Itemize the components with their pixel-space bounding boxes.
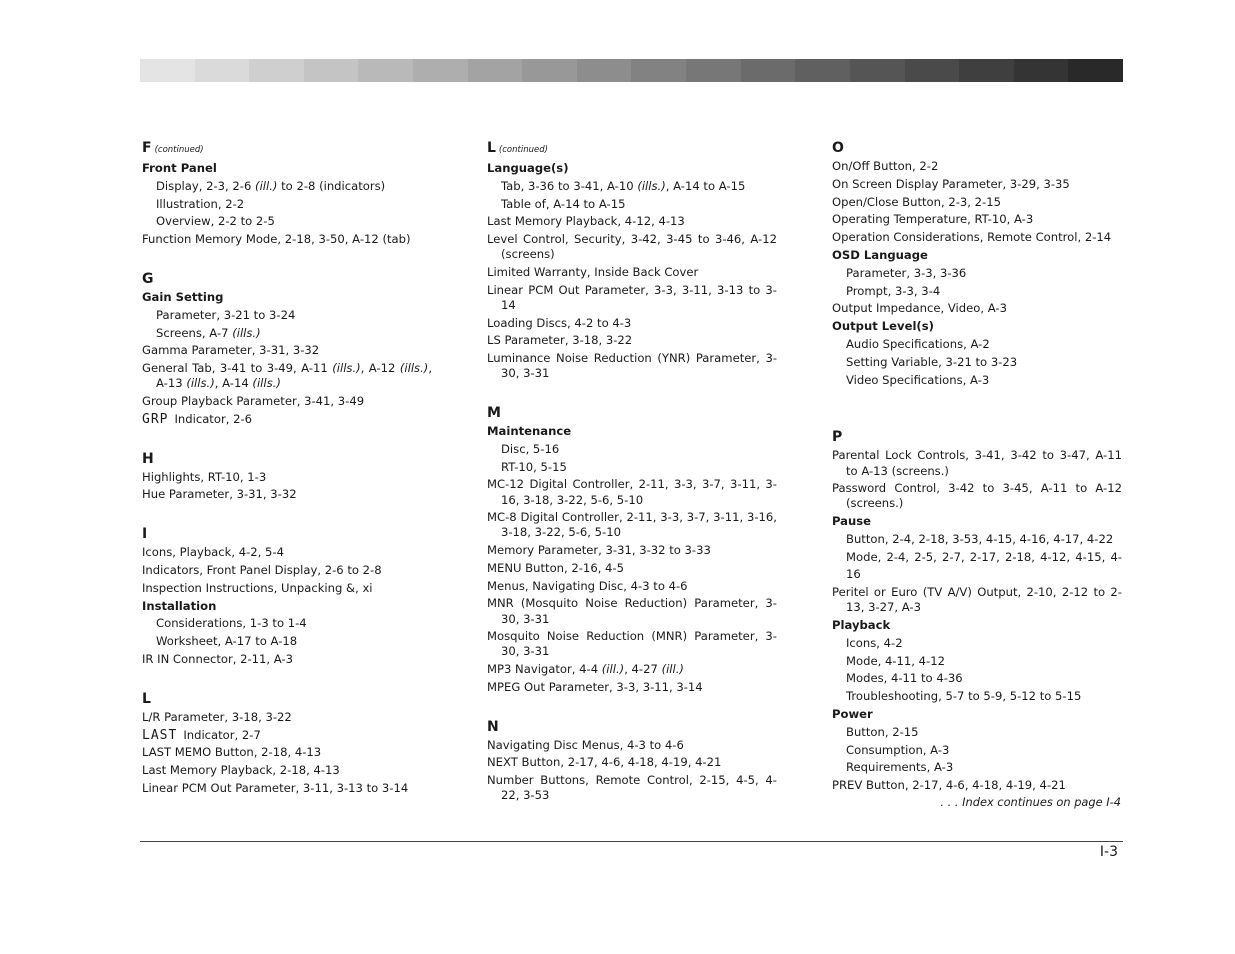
entry-text: Hue Parameter, 3-31, 3-32 (142, 487, 297, 502)
section-letter-text: L (487, 140, 496, 156)
index-entry (142, 744, 432, 762)
entry-text: Navigating Disc Menus, 4-3 to 4-6 (487, 737, 684, 752)
index-subentry (501, 441, 777, 459)
entry-text: , 4-27 (624, 661, 662, 676)
index-entry (832, 211, 1122, 229)
entry-text: IR IN Connector, 2-11, A-3 (142, 651, 294, 666)
illustration-note: (ill.) (601, 661, 625, 676)
gradient-segment (686, 59, 741, 82)
entry-text: Gain Setting (142, 289, 224, 304)
gradient-segment (304, 59, 359, 82)
entry-text: Video Specifications, A-3 (846, 372, 990, 387)
entry-text: Mosquito Noise Reduction (MNR) Parameter, 3-30, 3-31 (487, 629, 777, 659)
index-entry (832, 300, 1122, 318)
entry-text: Table of, A-14 to A-15 (501, 196, 626, 211)
index-entry (142, 393, 432, 411)
entry-text: L/R Parameter, 3-18, 3-22 (142, 709, 292, 724)
index-entry (142, 544, 432, 562)
entry-text: Gamma Parameter, 3-31, 3-32 (142, 343, 320, 358)
index-subentry (156, 213, 432, 231)
entry-text: Setting Variable, 3-21 to 3-23 (846, 354, 1018, 369)
index-entry (487, 315, 777, 333)
gradient-segment (850, 59, 905, 82)
index-entry (832, 176, 1122, 194)
entry-text: Loading Discs, 4-2 to 4-3 (487, 315, 632, 330)
index-entry (487, 350, 777, 383)
section-letter (487, 138, 777, 160)
lcd-indicator-glyph: LAST (142, 727, 178, 743)
entry-text: , A-12 (360, 361, 400, 376)
entry-text: , A-13 (156, 361, 432, 391)
index-entry (487, 578, 777, 596)
section-spacer (832, 389, 1122, 407)
index-subentry (156, 178, 432, 196)
section-letter (142, 269, 432, 289)
index-heading (832, 318, 1122, 336)
entry-text: On/Off Button, 2-2 (832, 159, 939, 173)
header-gradient-bar (140, 59, 1123, 82)
lcd-indicator-glyph: GRP (142, 411, 169, 427)
footer-divider (140, 841, 1123, 842)
gradient-segment (905, 59, 960, 82)
section-letter-text: M (487, 404, 501, 421)
entry-text: Linear PCM Out Parameter, 3-11, 3-13 to 3-14 (142, 780, 409, 795)
entry-text: Parental Lock Controls, 3-41, 3-42 to 3-47, A-11 to A-13 (screens.) (832, 448, 1122, 478)
entry-text: Modes, 4-11 to 4-36 (846, 671, 963, 686)
entry-text: Pause (832, 513, 872, 528)
entry-text: Installation (142, 598, 217, 613)
gradient-segment (413, 59, 468, 82)
entry-text: Group Playback Parameter, 3-41, 3-49 (142, 393, 365, 408)
entry-text: Playback (832, 617, 891, 632)
index-entry (487, 737, 777, 755)
entry-text: Memory Parameter, 3-31, 3-32 to 3-33 (487, 542, 711, 557)
entry-text: Worksheet, A-17 to A-18 (156, 634, 298, 649)
entry-text: Luminance Noise Reduction (YNR) Parameter, 3-30, 3-31 (487, 351, 777, 381)
entry-text: Front Panel (142, 161, 217, 175)
entry-text: Disc, 5-16 (501, 441, 560, 456)
index-entry (487, 679, 777, 697)
index-entry (142, 486, 432, 504)
entry-text: , A-14 to A-15 (665, 178, 746, 193)
entry-text: MP3 Navigator, 4-4 (487, 661, 602, 676)
entry-text: Last Memory Playback, 4-12, 4-13 (487, 214, 685, 229)
index-entry (487, 509, 777, 542)
index-entry (142, 562, 432, 580)
section-letter (487, 403, 777, 423)
index-heading (142, 598, 432, 616)
index-entry (487, 560, 777, 578)
entry-text: Output Level(s) (832, 319, 934, 334)
index-entry (487, 628, 777, 661)
index-heading (142, 289, 432, 307)
entry-text: Tab, 3-36 to 3-41, A-10 (501, 178, 638, 193)
section-letter-text: N (487, 718, 499, 735)
section-letter (832, 138, 1122, 158)
entry-text: MC-8 Digital Controller, 2-11, 3-3, 3-7, 3-11, 3-16, 3-18, 3-22, 5-6, 5-10 (487, 510, 777, 540)
entry-text: Icons, 4-2 (846, 635, 903, 650)
index-heading (487, 423, 777, 441)
section-letter (142, 449, 432, 469)
entry-text: Last Memory Playback, 2-18, 4-13 (142, 763, 340, 778)
entry-text: Display, 2-3, 2-6 (156, 178, 256, 193)
entry-text: Troubleshooting, 5-7 to 5-9, 5-12 to 5-15 (846, 689, 1082, 704)
section-letter (832, 427, 1122, 447)
entry-text: Power (832, 706, 873, 721)
entry-text: Limited Warranty, Inside Back Cover (487, 264, 699, 279)
section-letter-text: I (142, 526, 148, 543)
entry-text: Indicator, 2-6 (174, 411, 253, 426)
entry-text: Operating Temperature, RT-10, A-3 (832, 212, 1034, 227)
entry-text: to 2-8 (indicators) (277, 178, 386, 193)
index-heading (142, 160, 432, 178)
entry-text: LS Parameter, 3-18, 3-22 (487, 333, 633, 348)
entry-text: Icons, Playback, 4-2, 5-4 (142, 545, 284, 560)
entry-text: Consumption, A-3 (846, 742, 950, 757)
index-heading (832, 513, 1122, 531)
entry-text: MPEG Out Parameter, 3-3, 3-11, 3-14 (487, 679, 703, 694)
index-entry (142, 360, 432, 393)
entry-text: RT-10, 5-15 (501, 459, 567, 474)
index-entry (142, 709, 432, 727)
index-subentry (846, 265, 1122, 283)
gradient-segment (522, 59, 577, 82)
index-entry (832, 158, 1122, 176)
index-subentry (156, 307, 432, 325)
entry-text: Screens, A-7 (156, 325, 233, 340)
index-entry (142, 580, 432, 598)
entry-text: Mode, 2-4, 2-5, 2-7, 2-17, 2-18, 4-12, 4-15, 4-16 (846, 549, 1122, 582)
section-letter-text: G (142, 270, 154, 287)
entry-text: Output Impedance, Video, A-3 (832, 301, 1007, 316)
index-subentry (846, 724, 1122, 742)
index-entry (487, 476, 777, 509)
section-letter-text: F (142, 140, 152, 156)
gradient-segment (358, 59, 413, 82)
index-subentry (846, 283, 1122, 301)
index-subentry (846, 653, 1122, 671)
entry-text: Considerations, 1-3 to 1-4 (156, 616, 307, 631)
index-entry (832, 777, 1122, 795)
illustration-note: (ill.) (255, 178, 278, 193)
index-entry (832, 229, 1122, 247)
illustration-note: (ills.) (252, 376, 281, 391)
entry-text: Mode, 4-11, 4-12 (846, 653, 945, 668)
entry-text: Password Control, 3-42 to 3-45, A-11 to A-12 (screens.) (832, 481, 1122, 511)
entry-text: Operation Considerations, Remote Control, 2-14 (832, 230, 1112, 245)
gradient-segment (195, 59, 250, 82)
entry-text: Inspection Instructions, Unpacking &, xi (142, 580, 373, 595)
index-column-2 (487, 138, 777, 805)
entry-text: Button, 2-4, 2-18, 3-53, 4-15, 4-16, 4-17, 4-22 (846, 531, 1114, 546)
entry-text: Maintenance (487, 423, 572, 438)
gradient-segment (959, 59, 1014, 82)
entry-text: Menus, Navigating Disc, 4-3 to 4-6 (487, 578, 688, 593)
index-subentry (156, 633, 432, 651)
entry-text: Language(s) (487, 161, 569, 175)
index-entry (142, 727, 432, 745)
index-entry (487, 213, 777, 231)
gradient-segment (468, 59, 523, 82)
entry-text: Peritel or Euro (TV A/V) Output, 2-10, 2-12 to 2-13, 3-27, A-3 (832, 585, 1122, 615)
index-subentry (846, 759, 1122, 777)
index-subentry (846, 549, 1122, 585)
index-entry (142, 411, 432, 429)
index-subentry (846, 742, 1122, 760)
entry-text: , A-14 (214, 376, 253, 391)
index-entry (487, 231, 777, 264)
entry-text: Prompt, 3-3, 3-4 (846, 283, 941, 298)
section-letter (142, 524, 432, 544)
index-subentry (846, 354, 1122, 372)
continued-label: (continued) (154, 145, 204, 155)
index-subentry (846, 670, 1122, 688)
index-entry (832, 194, 1122, 212)
gradient-segment (1014, 59, 1069, 82)
illustration-note: (ills.) (186, 376, 215, 391)
index-entry (487, 772, 777, 805)
entry-text: PREV Button, 2-17, 4-6, 4-18, 4-19, 4-21 (832, 778, 1066, 793)
section-letter (487, 717, 777, 737)
index-heading (832, 247, 1122, 265)
entry-text: MNR (Mosquito Noise Reduction) Parameter, 3-30, 3-31 (487, 596, 777, 626)
index-entry (832, 447, 1122, 480)
entry-text: Level Control, Security, 3-42, 3-45 to 3-46, A-12 (screens) (487, 232, 777, 262)
entry-text: General Tab, 3-41 to 3-49, A-11 (142, 361, 333, 376)
index-subentry (846, 372, 1122, 390)
index-entry (142, 762, 432, 780)
entry-text: Highlights, RT-10, 1-3 (142, 469, 267, 484)
index-entry (487, 264, 777, 282)
index-entry (142, 342, 432, 360)
entry-text: MENU Button, 2-16, 4-5 (487, 560, 624, 575)
index-subentry (156, 325, 432, 343)
section-letter (142, 689, 432, 709)
illustration-note: (ill.) (661, 661, 684, 676)
illustration-note: (ills.) (637, 178, 666, 193)
entry-text: Parameter, 3-21 to 3-24 (156, 307, 296, 322)
index-subentry (846, 336, 1122, 354)
continued-label: (continued) (498, 145, 548, 155)
continuation-note: . . . Index continues on page I-4 (940, 795, 1121, 809)
entry-text: Indicator, 2-7 (183, 727, 261, 742)
index-entry (142, 231, 432, 249)
gradient-segment (1068, 59, 1123, 82)
illustration-note: (ills.) (332, 361, 361, 376)
entry-text: On Screen Display Parameter, 3-29, 3-35 (832, 176, 1070, 191)
gradient-segment (631, 59, 686, 82)
gradient-segment (249, 59, 304, 82)
index-heading (832, 617, 1122, 635)
index-entry (832, 584, 1122, 617)
index-subentry (156, 615, 432, 633)
index-entry (487, 661, 777, 679)
entry-text: Number Buttons, Remote Control, 2-15, 4-5, 4-22, 3-53 (487, 773, 777, 803)
index-subentry (156, 196, 432, 214)
index-entry (487, 595, 777, 628)
entry-text: Button, 2-15 (846, 724, 919, 739)
gradient-segment (795, 59, 850, 82)
entry-text: MC-12 Digital Controller, 2-11, 3-3, 3-7, 3-11, 3-16, 3-18, 3-22, 5-6, 5-10 (487, 477, 777, 507)
index-entry (487, 332, 777, 350)
entry-text: Parameter, 3-3, 3-36 (846, 265, 967, 280)
entry-text: Function Memory Mode, 2-18, 3-50, A-12 (tab) (142, 232, 411, 247)
section-letter (142, 138, 432, 160)
index-subentry (846, 635, 1122, 653)
gradient-segment (140, 59, 195, 82)
section-letter-text: P (832, 429, 843, 446)
illustration-note: (ills.) (399, 361, 429, 376)
index-entry (487, 282, 777, 315)
entry-text: Illustration, 2-2 (156, 196, 245, 211)
entry-text: Audio Specifications, A-2 (846, 336, 990, 351)
index-entry (832, 480, 1122, 513)
index-entry (142, 469, 432, 487)
section-letter-text: O (832, 140, 844, 156)
index-heading (832, 706, 1122, 724)
index-column-3 (832, 138, 1122, 795)
index-subentry (501, 196, 777, 214)
index-subentry (501, 459, 777, 477)
index-column-1 (142, 138, 432, 798)
entry-text: Requirements, A-3 (846, 760, 954, 775)
index-entry (142, 651, 432, 669)
index-subentry (846, 688, 1122, 706)
entry-text: Indicators, Front Panel Display, 2-6 to 2-8 (142, 562, 382, 577)
index-subentry (846, 531, 1122, 549)
entry-text: Overview, 2-2 to 2-5 (156, 214, 275, 229)
section-letter-text: L (142, 690, 151, 707)
entry-text: NEXT Button, 2-17, 4-6, 4-18, 4-19, 4-21 (487, 755, 722, 770)
index-entry (142, 780, 432, 798)
section-letter-text: H (142, 450, 154, 467)
gradient-segment (577, 59, 632, 82)
entry-text: LAST MEMO Button, 2-18, 4-13 (142, 745, 322, 760)
index-entry (487, 754, 777, 772)
illustration-note: (ills.) (232, 325, 261, 340)
index-subentry (501, 178, 777, 196)
entry-text: OSD Language (832, 247, 928, 262)
gradient-segment (741, 59, 796, 82)
index-entry (487, 542, 777, 560)
page-number: I-3 (1099, 844, 1118, 860)
entry-text: Open/Close Button, 2-3, 2-15 (832, 194, 1001, 209)
index-heading (487, 160, 777, 178)
entry-text: Linear PCM Out Parameter, 3-3, 3-11, 3-13 to 3-14 (487, 282, 777, 312)
